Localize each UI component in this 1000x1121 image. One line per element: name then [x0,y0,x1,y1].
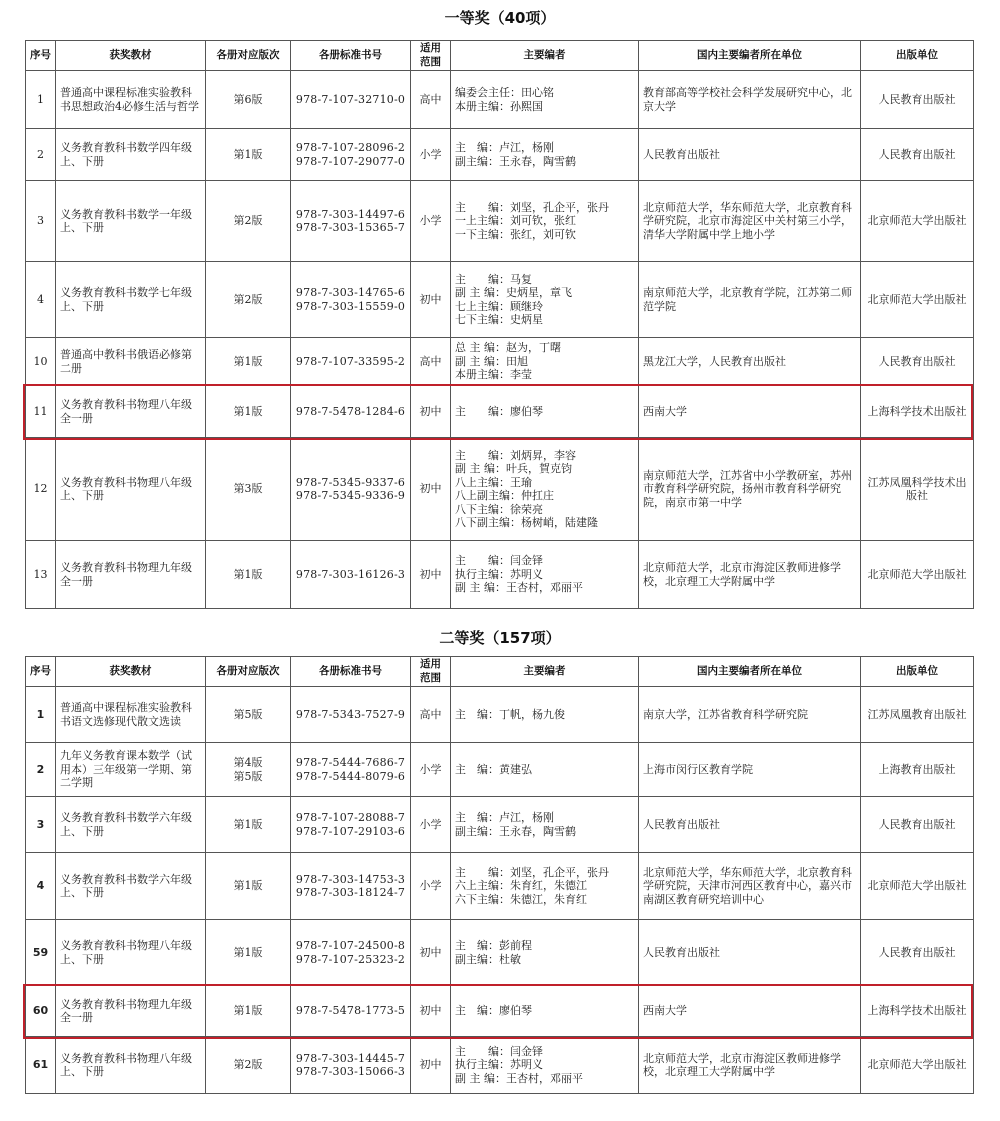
edition-cell [206,920,291,986]
header-editors: 主要编者 [451,657,639,687]
isbn-line: 978-7-107-28088-7 [295,811,406,824]
row-number-cell: 60 [26,986,56,1037]
table-header-row [26,657,974,687]
edition-line: 第2版 [233,292,263,306]
publisher-cell [861,338,974,386]
edition-cell [206,743,291,797]
units-line: 北京师范大学，华东师范大学，北京教育科学研究院，北京市海淀区中关村第三小学，清华大学附属中学上地小学 [643,200,852,241]
header-scope: 适用范围 [411,657,451,687]
edition-line: 第1版 [233,404,263,418]
editors-cell [451,853,639,920]
publisher-line: 江苏凤凰科学技术出版社 [867,475,967,502]
isbn-line: 978-7-5478-1284-6 [295,404,406,418]
scope-cell: 初中 [411,986,451,1037]
units-line: 北京师范大学，华东师范大学，北京教育科学研究院，天津市河西区教育中心，嘉兴市南湖区教育研究培训中心 [643,865,852,906]
publisher-cell [861,386,974,438]
edition-cell [206,853,291,920]
table-row [26,743,974,797]
isbn-cell [291,986,411,1037]
editor-units-cell [639,338,861,386]
textbook-name-cell [56,853,206,920]
name-line: 义务教育教科书数学七年级上、下册 [60,286,192,313]
editors-line: 主 编：刘坚，孔企平，张丹 [455,865,609,879]
scope-cell: 初中 [411,438,451,541]
editors-line: 主 编：彭前程 [455,939,532,952]
editors-cell [451,541,639,609]
section-title-first-prize: 一等奖（40项） [444,9,556,27]
editors-line: 本册主编：孙熙国 [455,99,543,113]
editors-line: 副 主 编：史炳星，章飞 [455,286,572,299]
editor-units-cell [639,920,861,986]
publisher-cell [861,181,974,262]
isbn-cell [291,853,411,920]
units-line: 北京师范大学，北京市海淀区教师进修学校，北京理工大学附属中学 [643,561,841,588]
isbn-line: 978-7-303-14497-6 [295,207,406,221]
units-line: 南京师范大学，江苏省中小学教研室，苏州市教育科学研究院，扬州市教育科学研究院，南京市第一中学 [643,468,852,509]
name-line: 义务教育教科书物理八年级上、下册 [60,939,192,966]
edition-cell [206,438,291,541]
table-header-row [26,41,974,71]
editors-cell [451,920,639,986]
publisher-line: 上海科学技术出版社 [867,404,967,418]
editor-units-cell [639,1037,861,1094]
isbn-cell [291,71,411,129]
textbook-name-cell [56,181,206,262]
isbn-line: 978-7-303-14445-7 [295,1051,406,1065]
scope-cell: 高中 [411,338,451,386]
isbn-line: 978-7-107-24500-8 [295,939,406,952]
units-line: 南京大学，江苏省教育科学研究院 [643,707,808,721]
editors-line: 副 主 编：王杏村，邓丽平 [455,581,583,595]
editors-line: 一下主编：张红，刘可钦 [455,227,576,241]
editors-line: 主 编：廖伯琴 [455,404,543,418]
scope-cell: 小学 [411,797,451,853]
editors-line: 八上主编：王瑜 [455,475,532,489]
edition-line: 第3版 [233,482,263,496]
publisher-line: 人民教育出版社 [878,354,956,368]
name-line: 义务教育教科书物理八年级全一册 [60,398,192,425]
edition-cell [206,541,291,609]
editor-units-cell [639,262,861,338]
scope-cell: 小学 [411,129,451,181]
row-number-cell: 3 [26,797,56,853]
table-row [26,853,974,920]
editors-cell [451,797,639,853]
editors-cell [451,743,639,797]
editor-units-cell [639,438,861,541]
editors-cell [451,181,639,262]
table-row [26,129,974,181]
editor-units-cell [639,71,861,129]
row-number-cell: 10 [26,338,56,386]
publisher-line: 人民教育出版社 [878,147,956,161]
edition-line: 第5版 [233,707,263,721]
name-line: 普通高中课程标准实验教科书思想政治4必修生活与哲学 [60,86,199,113]
scope-cell: 小学 [411,853,451,920]
edition-cell [206,386,291,438]
isbn-line: 978-7-107-29077-0 [295,154,406,168]
editors-line: 主 编：卢江，杨刚 [455,811,554,824]
table-row [26,181,974,262]
publisher-cell [861,541,974,609]
isbn-cell [291,687,411,743]
first-prize-table [25,40,974,609]
editor-units-cell [639,541,861,609]
units-line: 上海市闵行区教育学院 [643,762,753,776]
edition-line: 第1版 [233,354,263,368]
row-number-cell: 3 [26,181,56,262]
publisher-cell [861,920,974,986]
isbn-cell [291,541,411,609]
units-line: 教育部高等学校社会科学发展研究中心，北京大学 [643,86,852,113]
publisher-cell [861,71,974,129]
edition-line: 第2版 [233,214,263,228]
edition-cell [206,129,291,181]
header-units: 国内主要编者所在单位 [639,657,861,687]
editors-line: 总 主 编：赵为，丁曙 [455,341,561,355]
isbn-line: 978-7-303-15559-0 [295,299,406,313]
table-row [26,920,974,986]
isbn-line: 978-7-303-14765-6 [295,286,406,299]
header-publisher: 出版单位 [861,41,974,71]
editors-line: 一上主编：刘可钦，张红 [455,214,576,228]
editors-line: 主 编：黄建弘 [455,762,532,776]
name-line: 义务教育教科书物理九年级全一册 [60,997,192,1024]
publisher-line: 北京师范大学出版社 [867,567,967,581]
edition-line: 第1版 [233,817,263,831]
textbook-name-cell [56,920,206,986]
editors-line: 八下副主编：杨树峭，陆建隆 [455,516,598,529]
textbook-name-cell [56,797,206,853]
editors-line: 主 编：刘炳昇，李容 [455,448,576,462]
name-line: 义务教育教科书数学一年级上、下册 [60,207,192,234]
scope-cell: 小学 [411,181,451,262]
isbn-line: 978-7-303-14753-3 [295,872,406,886]
publisher-cell [861,986,974,1037]
edition-line: 第1版 [233,879,263,893]
publisher-line: 人民教育出版社 [878,92,956,106]
header-editors: 主要编者 [451,41,639,71]
scope-cell: 初中 [411,262,451,338]
edition-cell [206,1037,291,1094]
textbook-name-cell [56,386,206,438]
editors-line: 副 主 编：叶兵，賀克钧 [455,462,572,475]
units-line: 人民教育出版社 [643,147,720,161]
second-prize-table [25,656,974,1094]
name-line: 义务教育教科书物理九年级全一册 [60,561,192,588]
publisher-cell [861,438,974,541]
table-row [26,797,974,853]
textbook-name-cell [56,129,206,181]
editors-line: 本册主编：李莹 [455,368,532,382]
isbn-line: 978-7-303-15066-3 [295,1065,406,1078]
editors-cell [451,687,639,743]
edition-cell [206,262,291,338]
name-line: 义务教育教科书数学四年级上、下册 [60,141,192,168]
publisher-line: 人民教育出版社 [878,817,956,831]
edition-cell [206,338,291,386]
name-line: 普通高中课程标准实验教科书语文选修现代散文选读 [60,701,192,728]
isbn-line: 978-7-107-25323-2 [295,952,406,966]
edition-cell [206,181,291,262]
row-number-cell: 59 [26,920,56,986]
section-title-second-prize: 二等奖（157项） [439,629,561,647]
editors-line: 编委会主任：田心铭 [455,86,554,99]
textbook-name-cell [56,438,206,541]
table-row [26,1037,974,1094]
header-isbn: 各册标准书号 [291,41,411,71]
scope-cell: 高中 [411,71,451,129]
isbn-line: 978-7-107-29103-6 [295,824,406,838]
editor-units-cell [639,687,861,743]
publisher-line: 人民教育出版社 [878,945,956,959]
textbook-name-cell [56,541,206,609]
publisher-cell [861,687,974,743]
row-number-cell: 12 [26,438,56,541]
editors-line: 七上主编：顾继玲 [455,299,543,313]
isbn-line: 978-7-5444-7686-7 [295,756,406,769]
name-line: 义务教育教科书物理八年级上、下册 [60,1051,192,1078]
isbn-line: 978-7-5345-9337-6 [295,475,406,489]
editor-units-cell [639,386,861,438]
editors-cell [451,338,639,386]
publisher-line: 北京师范大学出版社 [867,214,967,228]
isbn-cell [291,920,411,986]
publisher-line: 上海教育出版社 [878,762,956,776]
row-number-cell: 2 [26,743,56,797]
publisher-line: 北京师范大学出版社 [867,292,967,306]
edition-line: 第6版 [233,92,263,106]
units-line: 北京师范大学，北京市海淀区教师进修学校，北京理工大学附属中学 [643,1051,841,1078]
isbn-line: 978-7-107-33595-2 [295,354,406,368]
row-number-cell: 1 [26,687,56,743]
row-number-cell: 2 [26,129,56,181]
editors-cell [451,262,639,338]
editors-line: 副主编：杜敏 [455,952,521,966]
name-line: 义务教育教科书数学六年级上、下册 [60,811,192,838]
editor-units-cell [639,986,861,1037]
editors-line: 执行主编：苏明义 [455,1058,543,1072]
publisher-line: 北京师范大学出版社 [867,1058,967,1072]
publisher-line: 北京师范大学出版社 [867,879,967,893]
editor-units-cell [639,743,861,797]
header-edition: 各册对应版次 [206,657,291,687]
table-row [26,986,974,1037]
table-row [26,438,974,541]
isbn-cell [291,386,411,438]
edition-line: 第1版 [233,567,263,581]
isbn-cell [291,262,411,338]
isbn-line: 978-7-5444-8079-6 [295,769,406,783]
editors-cell [451,129,639,181]
row-number-cell: 4 [26,853,56,920]
isbn-cell [291,438,411,541]
editors-line: 八下主编：徐荣亮 [455,502,543,516]
edition-cell [206,687,291,743]
scope-cell: 初中 [411,386,451,438]
edition-cell [206,71,291,129]
isbn-cell [291,797,411,853]
isbn-line: 978-7-303-16126-3 [295,567,406,581]
editors-line: 副 主 编：田旭 [455,354,528,368]
isbn-cell [291,181,411,262]
isbn-line: 978-7-303-18124-7 [295,886,406,899]
row-number-cell: 1 [26,71,56,129]
isbn-line: 978-7-5343-7527-9 [295,707,406,721]
isbn-line: 978-7-107-28096-2 [295,141,406,154]
editors-cell [451,986,639,1037]
table-row [26,71,974,129]
units-line: 西南大学 [643,404,687,418]
editors-line: 主 编：刘坚，孔企平，张丹 [455,200,609,214]
table-row [26,386,974,438]
scope-cell: 高中 [411,687,451,743]
header-isbn: 各册标准书号 [291,657,411,687]
edition-cell [206,797,291,853]
textbook-name-cell [56,338,206,386]
header-no: 序号 [26,657,56,687]
isbn-cell [291,129,411,181]
edition-line: 第1版 [233,945,263,959]
textbook-name-cell [56,687,206,743]
header-name: 获奖教材 [56,657,206,687]
scope-cell: 初中 [411,1037,451,1094]
units-line: 西南大学 [643,1004,687,1018]
publisher-cell [861,262,974,338]
units-line: 黑龙江大学，人民教育出版社 [643,354,786,368]
editors-line: 主 编：丁帆，杨九俊 [455,707,565,721]
edition-line: 第5版 [233,769,263,783]
editors-line: 主 编：卢江，杨刚 [455,141,554,154]
editor-units-cell [639,853,861,920]
edition-line: 第1版 [233,147,263,161]
editors-line: 六下主编：朱德江，朱育红 [455,892,587,906]
name-line: 九年义务教育课本数学（试用本）三年级第一学期、第二学期 [60,749,192,790]
table-row [26,262,974,338]
row-number-cell: 4 [26,262,56,338]
scope-cell: 小学 [411,743,451,797]
textbook-name-cell [56,262,206,338]
editor-units-cell [639,129,861,181]
name-line: 义务教育教科书物理八年级上、下册 [60,475,192,502]
editors-cell [451,1037,639,1094]
isbn-cell [291,338,411,386]
units-line: 人民教育出版社 [643,817,720,831]
header-no: 序号 [26,41,56,71]
editor-units-cell [639,797,861,853]
isbn-line: 978-7-5478-1773-5 [295,1004,406,1018]
header-edition: 各册对应版次 [206,41,291,71]
editors-cell [451,438,639,541]
header-name: 获奖教材 [56,41,206,71]
table-row [26,541,974,609]
row-number-cell: 11 [26,386,56,438]
table-row [26,687,974,743]
editor-units-cell [639,181,861,262]
editors-cell [451,386,639,438]
editors-line: 副主编：王永春，陶雪鹤 [455,154,576,168]
edition-cell [206,986,291,1037]
isbn-cell [291,743,411,797]
publisher-cell [861,1037,974,1094]
scope-cell: 初中 [411,541,451,609]
isbn-line: 978-7-5345-9336-9 [295,489,406,502]
publisher-line: 江苏凤凰教育出版社 [867,707,967,721]
publisher-line: 上海科学技术出版社 [867,1004,967,1018]
editors-cell [451,71,639,129]
editors-line: 七下主编：史炳星 [455,313,543,326]
row-number-cell: 13 [26,541,56,609]
table-row [26,338,974,386]
editors-line: 六上主编：朱育红，朱德江 [455,879,587,893]
units-line: 南京师范大学，北京教育学院，江苏第二师范学院 [643,286,852,313]
edition-line: 第2版 [233,1058,263,1072]
editors-line: 主 编：廖伯琴 [455,1004,532,1018]
publisher-cell [861,797,974,853]
textbook-name-cell [56,71,206,129]
editors-line: 副主编：王永春，陶雪鹤 [455,824,576,838]
publisher-cell [861,853,974,920]
editors-line: 主 编：马复 [455,272,532,286]
isbn-cell [291,1037,411,1094]
header-publisher: 出版单位 [861,657,974,687]
textbook-name-cell [56,986,206,1037]
textbook-name-cell [56,743,206,797]
scope-cell: 初中 [411,920,451,986]
isbn-line: 978-7-303-15365-7 [295,221,406,234]
edition-line: 第1版 [233,1004,263,1018]
header-units: 国内主要编者所在单位 [639,41,861,71]
publisher-cell [861,129,974,181]
editors-line: 主 编：闫金铎 [455,554,543,568]
edition-line: 第4版 [233,756,263,769]
textbook-name-cell [56,1037,206,1094]
name-line: 义务教育教科书数学六年级上、下册 [60,872,192,899]
row-number-cell: 61 [26,1037,56,1094]
editors-line: 八上副主编：仲扛庄 [455,489,554,502]
units-line: 人民教育出版社 [643,945,720,959]
header-scope: 适用范围 [411,41,451,71]
isbn-line: 978-7-107-32710-0 [295,92,406,106]
editors-line: 主 编：闫金铎 [455,1044,543,1058]
editors-line: 执行主编：苏明义 [455,567,543,581]
publisher-cell [861,743,974,797]
editors-line: 副 主 编：王杏村，邓丽平 [455,1071,583,1085]
name-line: 普通高中教科书俄语必修第二册 [60,348,192,375]
